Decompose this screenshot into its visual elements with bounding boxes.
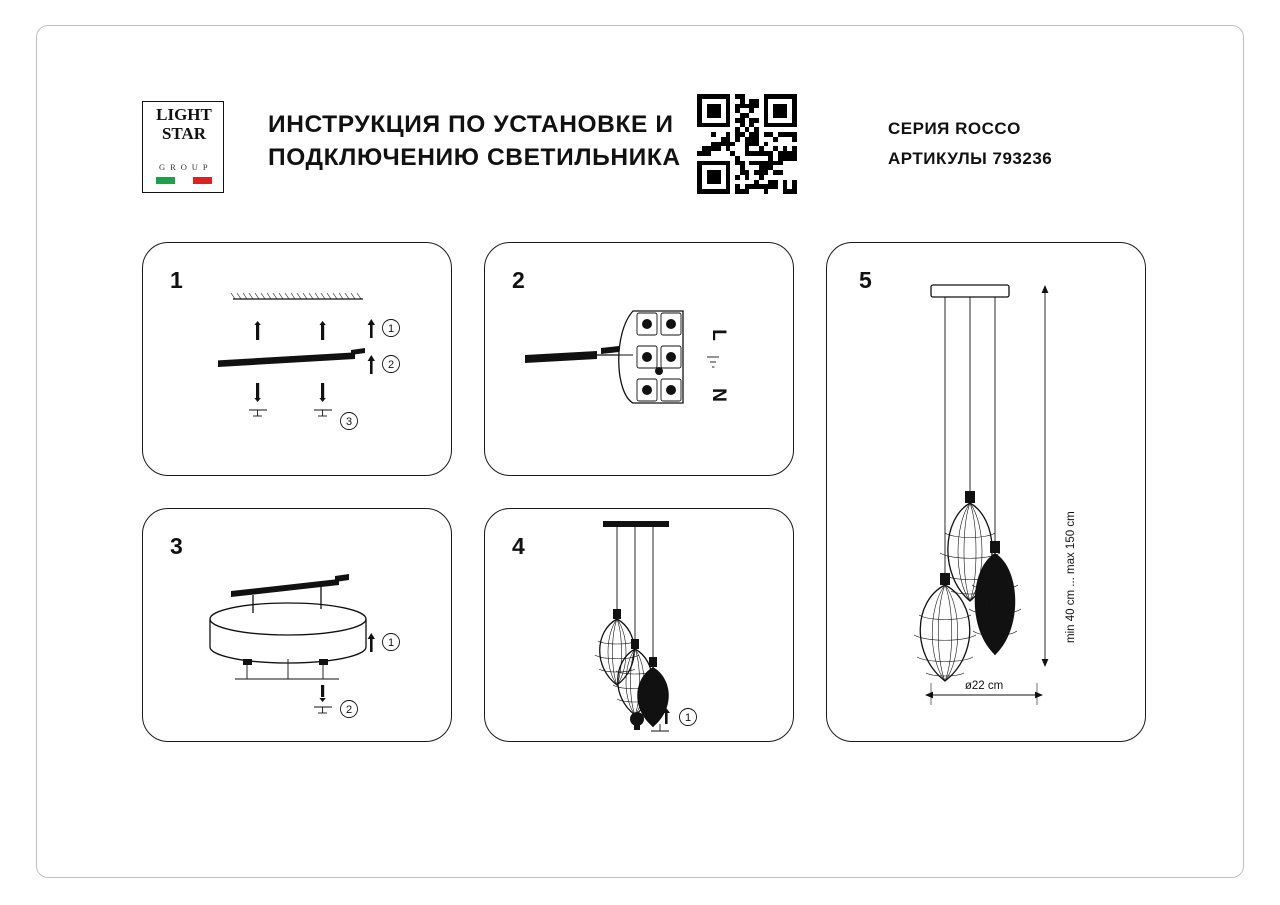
step-number-2: 2	[512, 267, 525, 293]
step-panel-5	[826, 242, 1146, 742]
step-3-diagram	[143, 509, 453, 743]
product-info	[888, 114, 1052, 174]
step-panel-4	[484, 508, 794, 742]
article-label: АРТИКУЛЫ 793236	[888, 149, 1053, 168]
logo-line-2: STAR	[161, 123, 207, 143]
callout-1-2: 2	[387, 359, 395, 371]
callout-1-1: 1	[387, 323, 395, 335]
step-5-diagram	[827, 243, 1147, 743]
italy-flag-icon	[156, 177, 212, 184]
step-2-diagram	[485, 243, 795, 477]
step-number-3: 3	[170, 533, 183, 559]
step-4-diagram	[485, 509, 795, 743]
terminal-label-L: L	[708, 329, 729, 341]
height-range-label: min 40 cm ... max 150 cm	[1065, 511, 1077, 643]
brand-logo	[142, 101, 224, 193]
step-panel-3	[142, 508, 452, 742]
qr-code-icon	[697, 94, 797, 194]
step-1-diagram	[143, 243, 453, 477]
diameter-label: ø22 cm	[964, 680, 1004, 692]
header	[0, 0, 1280, 225]
page-title-line-2: ПОДКЛЮЧЕНИЮ СВЕТИЛЬНИКА	[268, 144, 681, 171]
step-number-4: 4	[512, 533, 525, 559]
page-title-line-1: ИНСТРУКЦИЯ ПО УСТАНОВКЕ И	[268, 111, 674, 138]
logo-line-1: LIGHT	[156, 105, 212, 124]
callout-4-1: 1	[684, 712, 692, 724]
step-panel-1	[142, 242, 452, 476]
series-label: СЕРИЯ ROCCO	[888, 119, 1021, 138]
callout-1-3: 3	[345, 416, 353, 428]
terminal-label-N: N	[708, 388, 729, 402]
callout-3-1: 1	[387, 637, 395, 649]
step-number-5: 5	[859, 267, 872, 293]
logo-group-text: G R O U P	[159, 162, 209, 172]
callout-3-2: 2	[345, 704, 353, 716]
ground-symbol-icon	[707, 357, 719, 367]
step-panel-2	[484, 242, 794, 476]
page-title	[268, 108, 688, 174]
step-number-1: 1	[170, 267, 183, 293]
logo-wordmark	[143, 106, 225, 143]
